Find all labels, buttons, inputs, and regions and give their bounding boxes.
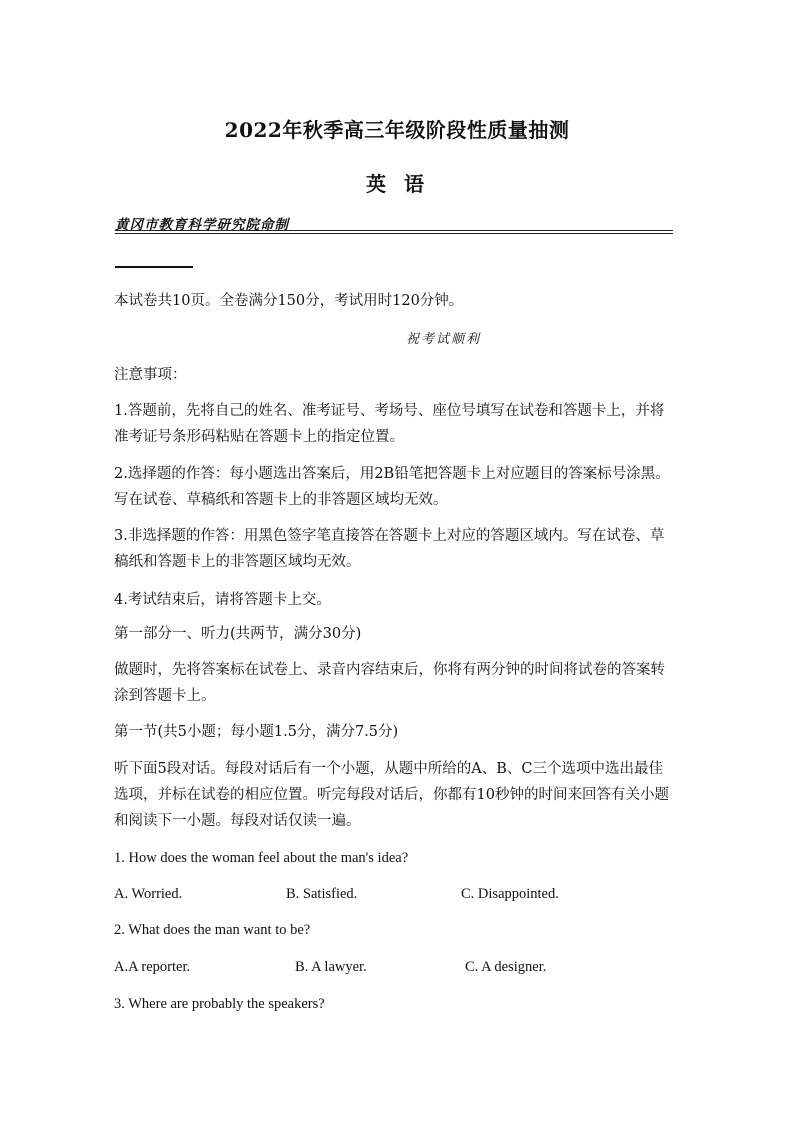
question-3: 3. Where are probably the speakers? (114, 996, 325, 1012)
good-luck-text: 祝考试顺利 (406, 332, 482, 347)
question-2-option-a: A.A reporter. (114, 959, 191, 975)
notes-heading: 注意事项： (114, 367, 187, 383)
publisher-line: 黄冈市教育科学研究院命制 (115, 217, 289, 233)
header-rule-bottom (115, 233, 673, 234)
section1-heading: 第一节(共5小题；每小题1.5分，满分7.5分) (114, 724, 399, 740)
section1-instructions: 听下面5段对话。每段对话后有一个小题，从题中所给的A、B、C三个选项中选出最佳选项，并标在试卷的相应位置。听完每段对话后，你都有10秒钟的时间来回答有关小题和阅读下一小题。每段对话仅读一遍。 (114, 761, 669, 829)
question-2-option-c: C. A designer. (465, 959, 547, 975)
subject-title: 英语 (366, 172, 442, 196)
note-item-2: 2.选择题的作答：每小题选出答案后，用2B铅笔把答题卡上对应题目的答案标号涂黑。写在试卷、草稿纸和答题卡上的非答题区域均无效。 (114, 466, 670, 508)
exam-title: 2022年秋季高三年级阶段性质量抽测 (224, 118, 570, 142)
header-rule-top (115, 230, 673, 231)
part1-instructions: 做题时，先将答案标在试卷上、录音内容结束后，你将有两分钟的时间将试卷的答案转涂到答题卡上。 (114, 662, 665, 704)
note-item-4: 4.考试结束后，请将答题卡上交。 (114, 592, 331, 608)
question-1-option-c: C. Disappointed. (461, 886, 559, 902)
question-2-option-b: B. A lawyer. (295, 959, 367, 975)
note-item-3: 3.非选择题的作答：用黑色签字笔直接答在答题卡上对应的答题区域内。写在试卷、草稿纸和答题卡上的非答题区域均无效。 (114, 528, 665, 570)
question-1-option-a: A. Worried. (114, 886, 183, 902)
question-1-option-b: B. Satisfied. (286, 886, 358, 902)
note-item-1: 1.答题前，先将自己的姓名、准考证号、考场号、座位号填写在试卷和答题卡上，并将准考证号条形码粘贴在答题卡上的指定位置。 (114, 403, 665, 445)
part1-heading: 第一部分一、听力(共两节，满分30分) (114, 626, 362, 642)
short-divider (115, 266, 193, 268)
exam-intro: 本试卷共10页。全卷满分150分，考试用时120分钟。 (114, 293, 464, 309)
question-1: 1. How does the woman feel about the man's idea? (114, 850, 409, 866)
question-2: 2. What does the man want to be? (114, 922, 311, 938)
